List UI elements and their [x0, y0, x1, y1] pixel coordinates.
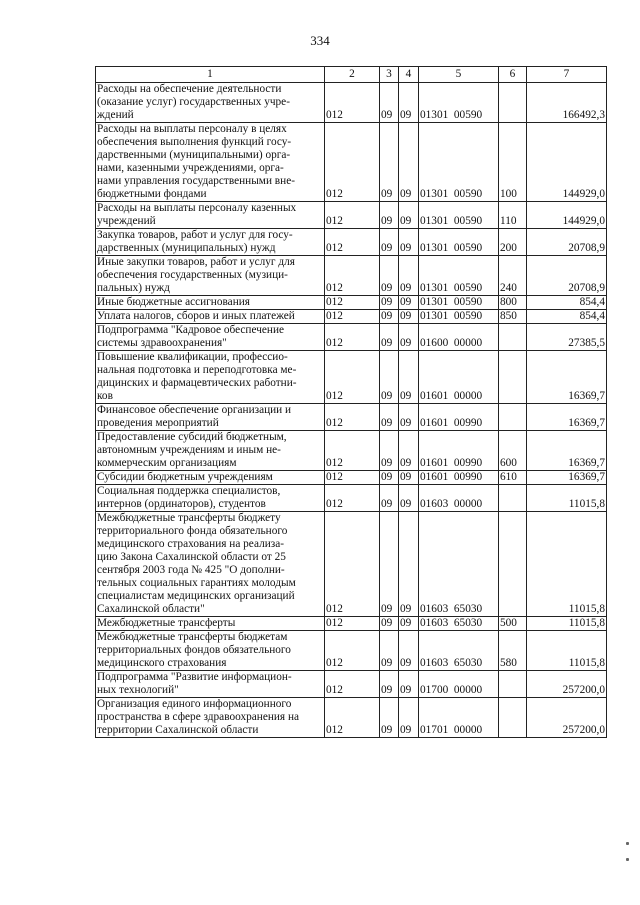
- cell-target-code: [419, 310, 499, 324]
- cell-name: Социальная поддержка специалистов, интернов (ординаторов), студентов: [96, 485, 325, 512]
- cell-ministry: 012: [325, 698, 380, 738]
- cell-target-code: [419, 123, 499, 202]
- cell-target-code: [419, 617, 499, 631]
- program-code: 01603: [420, 657, 449, 669]
- cell-subsection: 09: [399, 431, 419, 471]
- cell-name: Субсидии бюджетным учреждениям: [96, 471, 325, 485]
- cell-amount: 20708,9: [527, 229, 607, 256]
- cell-subsection: 09: [399, 351, 419, 404]
- cell-name: Финансовое обеспечение организации и проведения мероприятий: [96, 404, 325, 431]
- cell-section: 09: [380, 431, 399, 471]
- item-code: 00590: [453, 310, 483, 322]
- cell-section: 09: [380, 83, 399, 123]
- cell-amount: 144929,0: [527, 202, 607, 229]
- header-col-7: 7: [527, 67, 607, 83]
- table-row: [96, 471, 607, 485]
- header-col-3: 3: [380, 67, 399, 83]
- cell-amount: 144929,0: [527, 123, 607, 202]
- cell-type: [499, 324, 527, 351]
- table-row: [96, 324, 607, 351]
- item-code: 65030: [453, 657, 483, 669]
- table-row: [96, 671, 607, 698]
- program-code: 01601: [420, 471, 449, 483]
- cell-ministry: 012: [325, 471, 380, 485]
- cell-type: 240: [499, 256, 527, 296]
- program-code: 01301: [420, 242, 449, 254]
- item-code: 00990: [453, 457, 483, 469]
- program-code: 01601: [420, 390, 449, 402]
- table-row: [96, 485, 607, 512]
- table-row: [96, 229, 607, 256]
- scan-speck: [626, 858, 629, 861]
- cell-ministry: 012: [325, 310, 380, 324]
- cell-name: Повышение квалификации, профессио- нальная подготовка и переподготовка ме- дицинских и фармацевтических работни- ков: [96, 351, 325, 404]
- cell-ministry: 012: [325, 485, 380, 512]
- scan-speck: [626, 842, 629, 845]
- cell-ministry: 012: [325, 123, 380, 202]
- cell-ministry: 012: [325, 351, 380, 404]
- cell-name: Подпрограмма "Развитие информацион- ных технологий": [96, 671, 325, 698]
- cell-target-code: [419, 256, 499, 296]
- program-code: 01603: [420, 617, 449, 629]
- program-code: 01301: [420, 109, 449, 121]
- cell-ministry: 012: [325, 324, 380, 351]
- cell-section: 09: [380, 310, 399, 324]
- cell-type: 110: [499, 202, 527, 229]
- cell-subsection: 09: [399, 310, 419, 324]
- cell-type: 200: [499, 229, 527, 256]
- cell-section: 09: [380, 296, 399, 310]
- cell-ministry: 012: [325, 256, 380, 296]
- cell-section: 09: [380, 202, 399, 229]
- cell-subsection: 09: [399, 83, 419, 123]
- program-code: 01601: [420, 417, 449, 429]
- cell-type: 800: [499, 296, 527, 310]
- cell-target-code: [419, 671, 499, 698]
- program-code: 01601: [420, 457, 449, 469]
- cell-ministry: 012: [325, 671, 380, 698]
- cell-target-code: [419, 431, 499, 471]
- item-code: 00590: [453, 242, 483, 254]
- cell-type: 100: [499, 123, 527, 202]
- program-code: 01301: [420, 282, 449, 294]
- table-row: [96, 123, 607, 202]
- cell-amount: 257200,0: [527, 698, 607, 738]
- program-code: 01301: [420, 215, 449, 227]
- table-row: [96, 351, 607, 404]
- budget-table: [95, 66, 607, 738]
- cell-ministry: 012: [325, 229, 380, 256]
- cell-target-code: [419, 512, 499, 617]
- program-code: 01301: [420, 296, 449, 308]
- table-row: [96, 431, 607, 471]
- cell-section: 09: [380, 512, 399, 617]
- item-code: 65030: [453, 617, 483, 629]
- cell-type: 580: [499, 631, 527, 671]
- cell-subsection: 09: [399, 512, 419, 617]
- header-col-4: 4: [399, 67, 419, 83]
- cell-target-code: [419, 229, 499, 256]
- table-row: [96, 202, 607, 229]
- cell-amount: 11015,8: [527, 631, 607, 671]
- cell-target-code: [419, 83, 499, 123]
- item-code: 00000: [453, 684, 483, 696]
- cell-target-code: [419, 324, 499, 351]
- cell-amount: 16369,7: [527, 431, 607, 471]
- item-code: 00000: [453, 724, 483, 736]
- program-code: 01603: [420, 498, 449, 510]
- cell-ministry: 012: [325, 431, 380, 471]
- table-row: [96, 698, 607, 738]
- item-code: 00590: [453, 215, 483, 227]
- table-row: [96, 83, 607, 123]
- table-row: [96, 512, 607, 617]
- cell-subsection: 09: [399, 631, 419, 671]
- cell-section: 09: [380, 671, 399, 698]
- cell-type: 850: [499, 310, 527, 324]
- cell-subsection: 09: [399, 671, 419, 698]
- cell-ministry: 012: [325, 296, 380, 310]
- cell-ministry: 012: [325, 512, 380, 617]
- item-code: 00590: [453, 109, 483, 121]
- item-code: 00000: [453, 337, 483, 349]
- table-row: [96, 617, 607, 631]
- cell-type: [499, 671, 527, 698]
- cell-ministry: 012: [325, 404, 380, 431]
- cell-section: 09: [380, 123, 399, 202]
- cell-section: 09: [380, 617, 399, 631]
- cell-subsection: 09: [399, 471, 419, 485]
- cell-name: Межбюджетные трансферты бюджетам территориальных фондов обязательного медицинского страхования: [96, 631, 325, 671]
- cell-amount: 27385,5: [527, 324, 607, 351]
- page-number: 334: [310, 33, 330, 48]
- program-code: 01301: [420, 310, 449, 322]
- program-code: 01700: [420, 684, 449, 696]
- cell-amount: 11015,8: [527, 617, 607, 631]
- program-code: 01600: [420, 337, 449, 349]
- cell-amount: 166492,3: [527, 83, 607, 123]
- program-code: 01603: [420, 603, 449, 615]
- cell-ministry: 012: [325, 631, 380, 671]
- item-code: 00000: [453, 498, 483, 510]
- cell-amount: 16369,7: [527, 471, 607, 485]
- cell-subsection: 09: [399, 296, 419, 310]
- cell-type: [499, 404, 527, 431]
- cell-target-code: [419, 631, 499, 671]
- cell-subsection: 09: [399, 404, 419, 431]
- cell-subsection: 09: [399, 617, 419, 631]
- program-code: 01301: [420, 188, 449, 200]
- cell-type: 600: [499, 431, 527, 471]
- cell-subsection: 09: [399, 485, 419, 512]
- cell-subsection: 09: [399, 324, 419, 351]
- cell-type: [499, 351, 527, 404]
- cell-name: Иные бюджетные ассигнования: [96, 296, 325, 310]
- cell-type: [499, 83, 527, 123]
- cell-amount: 16369,7: [527, 404, 607, 431]
- cell-type: 610: [499, 471, 527, 485]
- cell-amount: 11015,8: [527, 485, 607, 512]
- cell-ministry: 012: [325, 617, 380, 631]
- item-code: 00990: [453, 417, 483, 429]
- table-row: [96, 296, 607, 310]
- cell-section: 09: [380, 485, 399, 512]
- cell-section: 09: [380, 698, 399, 738]
- cell-target-code: [419, 351, 499, 404]
- cell-amount: 854,4: [527, 310, 607, 324]
- cell-section: 09: [380, 256, 399, 296]
- cell-type: 500: [499, 617, 527, 631]
- cell-subsection: 09: [399, 698, 419, 738]
- cell-amount: 16369,7: [527, 351, 607, 404]
- cell-section: 09: [380, 631, 399, 671]
- cell-ministry: 012: [325, 202, 380, 229]
- cell-name: Расходы на выплаты персоналу в целях обеспечения выполнения функций госу- дарственными (муниципальными) орга- нами, казенными учреждениями, орга- нами управления государственными вне- бюджетными фондами: [96, 123, 325, 202]
- cell-ministry: 012: [325, 83, 380, 123]
- cell-name: Уплата налогов, сборов и иных платежей: [96, 310, 325, 324]
- cell-target-code: [419, 698, 499, 738]
- table-row: [96, 256, 607, 296]
- cell-name: Расходы на выплаты персоналу казенных учреждений: [96, 202, 325, 229]
- table-row: [96, 631, 607, 671]
- cell-section: 09: [380, 351, 399, 404]
- header-col-1: 1: [96, 67, 325, 83]
- cell-amount: 20708,9: [527, 256, 607, 296]
- item-code: 00590: [453, 188, 483, 200]
- item-code: 00990: [453, 471, 483, 483]
- cell-amount: 854,4: [527, 296, 607, 310]
- header-col-2: 2: [325, 67, 380, 83]
- cell-name: Межбюджетные трансферты бюджету территориального фонда обязательного медицинского страхования на реализа- цию Закона Сахалинской области от 25 сентября 2003 года № 425 "О дополни- тельных социальных гарантиях молодым специалистам медицинских организаций Сахалинской области": [96, 512, 325, 617]
- program-code: 01701: [420, 724, 449, 736]
- cell-section: 09: [380, 229, 399, 256]
- cell-subsection: 09: [399, 256, 419, 296]
- cell-type: [499, 485, 527, 512]
- item-code: 00590: [453, 296, 483, 308]
- cell-amount: 11015,8: [527, 512, 607, 617]
- cell-target-code: [419, 404, 499, 431]
- cell-type: [499, 512, 527, 617]
- cell-amount: 257200,0: [527, 671, 607, 698]
- cell-target-code: [419, 296, 499, 310]
- cell-section: 09: [380, 324, 399, 351]
- cell-type: [499, 698, 527, 738]
- cell-section: 09: [380, 404, 399, 431]
- cell-section: 09: [380, 471, 399, 485]
- cell-name: Межбюджетные трансферты: [96, 617, 325, 631]
- cell-name: Организация единого информационного пространства в сфере здравоохранения на территории Сахалинской области: [96, 698, 325, 738]
- cell-subsection: 09: [399, 123, 419, 202]
- header-col-5: 5: [419, 67, 499, 83]
- cell-target-code: [419, 485, 499, 512]
- header-row: [96, 67, 607, 83]
- cell-target-code: [419, 202, 499, 229]
- table-row: [96, 310, 607, 324]
- table-row: [96, 404, 607, 431]
- cell-name: Закупка товаров, работ и услуг для госу- дарственных (муниципальных) нужд: [96, 229, 325, 256]
- item-code: 00000: [453, 390, 483, 402]
- item-code: 65030: [453, 603, 483, 615]
- cell-name: Иные закупки товаров, работ и услуг для обеспечения государственных (музици- пальных) нужд: [96, 256, 325, 296]
- item-code: 00590: [453, 282, 483, 294]
- cell-subsection: 09: [399, 202, 419, 229]
- cell-target-code: [419, 471, 499, 485]
- cell-name: Расходы на обеспечение деятельности (оказание услуг) государственных учре- ждений: [96, 83, 325, 123]
- header-col-6: 6: [499, 67, 527, 83]
- cell-name: Предоставление субсидий бюджетным, автономным учреждениям и иным не- коммерческим организациям: [96, 431, 325, 471]
- cell-name: Подпрограмма "Кадровое обеспечение системы здравоохранения": [96, 324, 325, 351]
- cell-subsection: 09: [399, 229, 419, 256]
